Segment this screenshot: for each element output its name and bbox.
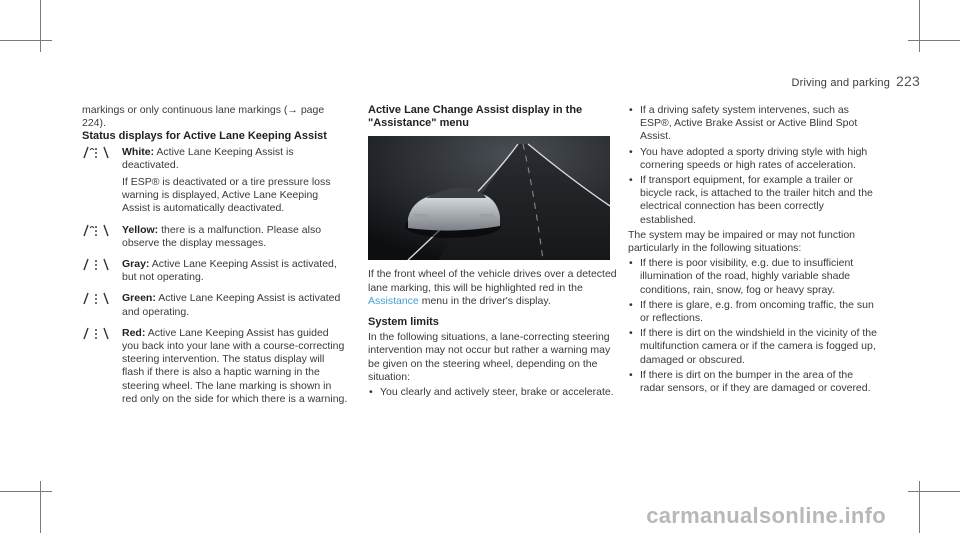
section-heading: System limits <box>368 316 439 329</box>
list-item: • If there is glare, e.g. from oncoming traffic, the sun or reflections. <box>628 299 880 325</box>
status-text: Active Lane Keeping Assist is activated, but not operating. <box>122 258 337 284</box>
list-item: • If there is dirt on the bumper in the area of the radar sensors, or if they are damaged or covered. <box>628 369 880 395</box>
status-entry <box>82 292 348 318</box>
bullet-list <box>368 386 620 399</box>
intro-text: markings or only continuous lane markings (→ page 224). <box>82 104 325 130</box>
status-text: Active Lane Keeping Assist is activated and operating. <box>122 292 341 318</box>
bullet-list <box>628 104 880 227</box>
crop-mark <box>908 40 960 41</box>
crop-mark <box>919 481 920 533</box>
status-text: there is a malfunction. Please also observe the display messages. <box>122 223 322 249</box>
lane-keeping-icon <box>82 292 110 305</box>
bullet-list <box>628 257 880 395</box>
lane-keeping-icon <box>82 327 110 340</box>
paragraph: In the following situations, a lane-correcting steering intervention may not occur but rather a warning may be given on the steering wheel, depending on the situation: <box>368 331 611 383</box>
list-item: • If transport equipment, for example a trailer or bicycle rack, is attached to the trailer hitch and the electrical connection has been correctly established. <box>628 174 880 227</box>
right-column <box>628 104 880 397</box>
status-text: Active Lane Keeping Assist is deactivated. <box>122 145 294 171</box>
list-item: • If there is dirt on the windshield in the vicinity of the multifunction camera or if the camera is fogged up, damaged or obscured. <box>628 327 880 367</box>
status-text: Active Lane Keeping Assist has guided you back into your lane with a course-correcting steering intervention. The status display will flash if there is also a haptic warning in the steering wheel. The lane marking is shown in red only on the side for which there is a warning. <box>122 326 348 405</box>
section-title: Driving and parking <box>791 77 891 89</box>
left-column <box>82 104 348 414</box>
watermark: carmanualsonline.info <box>646 503 886 528</box>
section-heading: Active Lane Change Assist display in the "Assistance" menu <box>368 104 583 130</box>
lane-keeping-icon <box>82 146 110 159</box>
crop-mark <box>40 0 41 52</box>
lane-keeping-icon <box>82 224 110 237</box>
status-label: Yellow: <box>122 223 159 236</box>
page-number: 223 <box>896 73 920 89</box>
status-label: Green: <box>122 292 156 305</box>
status-text: If ESP® is deactivated or a tire pressure loss warning is displayed, Active Lane Keeping Assist is automatically deactivated. <box>122 176 331 215</box>
status-label: Gray: <box>122 258 150 271</box>
status-label: White: <box>122 145 155 158</box>
lane-keeping-icon <box>82 258 110 271</box>
image-caption: If the front wheel of the vehicle drives over a detected lane marking, this will be highlighted red in the Assistance menu in the driver's display. <box>368 268 617 307</box>
list-item: • You clearly and actively steer, brake or accelerate. <box>368 386 620 399</box>
list-item: • If a driving safety system intervenes, such as ESP®, Active Brake Assist or Active Blind Spot Assist. <box>628 104 880 144</box>
crop-mark <box>908 491 960 492</box>
driver-display-image <box>368 136 610 260</box>
status-entry <box>82 146 348 172</box>
list-item: • If there is poor visibility, e.g. due to insufficient illumination of the road, highly variable shade conditions, rain, snow, fog or heavy spray. <box>628 257 880 297</box>
list-item: • You have adopted a sporty driving style with high cornering speeds or high rates of acceleration. <box>628 146 880 172</box>
crop-mark <box>0 491 52 492</box>
status-label: Red: <box>122 326 146 339</box>
crop-mark <box>40 481 41 533</box>
assistance-link[interactable]: Assistance <box>368 294 419 307</box>
crop-mark <box>919 0 920 52</box>
status-entry <box>82 327 348 406</box>
status-entry <box>82 224 348 250</box>
section-heading: Status displays for Active Lane Keeping Assist <box>82 130 327 143</box>
paragraph: The system may be impaired or may not function particularly in the following situations: <box>628 228 856 255</box>
crop-mark <box>0 40 52 41</box>
status-entry <box>82 176 348 216</box>
status-entry <box>82 258 348 284</box>
middle-column <box>368 104 620 401</box>
running-header <box>791 73 920 89</box>
